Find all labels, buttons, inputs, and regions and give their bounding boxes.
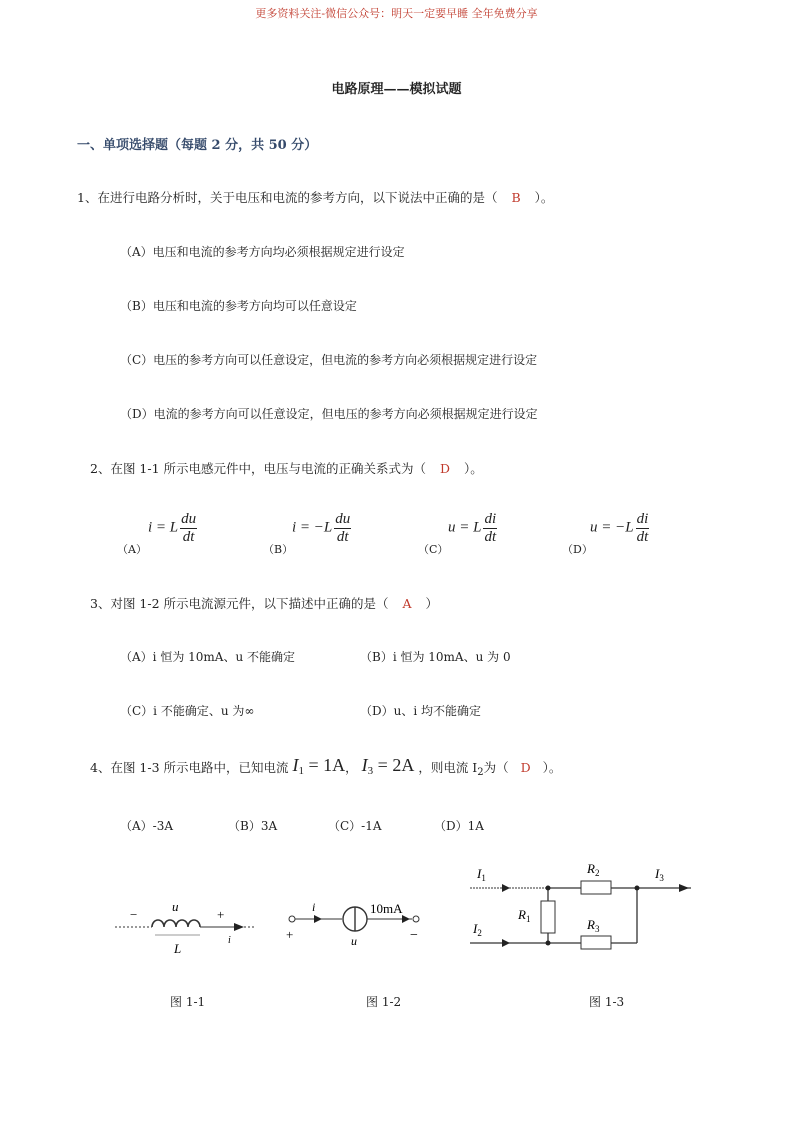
question-3-answer: A (402, 596, 412, 611)
label-var: R (587, 861, 595, 876)
label-r1 (517, 907, 530, 924)
q4-option-d: （D）1A (434, 819, 484, 833)
label-sub: 1 (525, 914, 531, 924)
q4-option-a: （A）-3A (120, 819, 174, 833)
formula-lhs: u = L (448, 519, 482, 536)
q4-comma: ， (345, 760, 358, 775)
formula-numerator: di (636, 511, 649, 527)
q1-option-b: （B）电压和电流的参考方向均可以任意设定 (120, 299, 357, 313)
current-arrow (314, 915, 322, 923)
label-sub: 2 (477, 928, 482, 938)
current-arrow (234, 923, 244, 931)
fig2-minus: − (410, 928, 418, 943)
q3-option-a: （A）i 恒为 10mA、u 不能确定 (120, 650, 295, 664)
formula-numerator: di (484, 511, 497, 527)
figure-1-3-circuit (465, 855, 695, 965)
formula-lhs: i = −L (292, 519, 333, 536)
question-1-text-end: ）。 (534, 190, 554, 205)
figure-1-1-inductor (110, 895, 260, 960)
formula-numerator: du (335, 511, 351, 527)
label-sub: 3 (594, 924, 600, 934)
label-i2 (472, 921, 482, 938)
question-4-answer: D (520, 760, 531, 775)
q4-text-mid: ，则电流 I (418, 760, 478, 775)
q4-text-mid2: 为（ (483, 760, 509, 775)
eq-sub: 1 (298, 765, 305, 777)
eq-value: = 1A (304, 755, 346, 775)
question-1-text: 1、在进行电路分析时，关于电压和电流的参考方向，以下说法中正确的是（ (77, 190, 498, 205)
label-i1 (476, 866, 486, 883)
q3-option-c: （C）i 不能确定、u 为∞ (120, 704, 255, 718)
node-top-right (635, 886, 640, 891)
fig1-u-label: u (172, 899, 179, 914)
eq-var: I (361, 755, 368, 775)
formula-denominator: dt (182, 528, 195, 545)
fig1-i-label: i (228, 935, 231, 946)
question-3 (90, 594, 438, 612)
eq-var: I (292, 755, 299, 775)
fig1-l-label: L (174, 941, 182, 956)
arrow-i2 (502, 939, 510, 947)
label-r3 (586, 917, 600, 934)
top-banner: 更多资料关注-微信公众号：明天一定要早睡 全年免费分享 (255, 7, 538, 20)
formula-numerator: du (181, 511, 197, 527)
fig1-minus: − (130, 907, 138, 922)
label-var: R (518, 907, 526, 922)
q2-formula-d (590, 511, 649, 545)
question-2-text-end: ）。 (464, 461, 483, 476)
node-bottom-left (546, 941, 551, 946)
figure-1-2-caption: 图 1-2 (366, 995, 402, 1009)
fig2-plus: + (286, 927, 294, 942)
page-title: 电路原理——模拟试题 (331, 82, 462, 97)
formula-denominator: dt (636, 528, 649, 545)
q1-option-a: （A）电压和电流的参考方向均必须根据规定进行设定 (120, 245, 405, 259)
eq-sub: 3 (367, 765, 374, 777)
formula-denominator: dt (484, 528, 497, 545)
q1-option-c: （C）电压的参考方向可以任意设定，但电流的参考方向必须根据规定进行设定 (120, 353, 538, 367)
source-arrow (402, 915, 410, 923)
resistor-r3 (581, 936, 611, 949)
q4-option-b: （B）3A (228, 819, 278, 833)
q4-equation-i3 (362, 755, 415, 775)
q2-option-a-label: （A） (117, 543, 147, 556)
question-2-text: 2、在图 1-1 所示电感元件中，电压与电流的正确关系式为（ (90, 461, 427, 476)
q2-option-d-label: （D） (562, 543, 593, 556)
question-2-answer: D (440, 461, 451, 476)
q2-formula-b (292, 511, 351, 545)
formula-denominator: dt (336, 528, 349, 545)
terminal-right (413, 916, 419, 922)
label-var: I (473, 921, 478, 936)
section-heading: 一、单项选择题（每题 2 分，共 50 分） (77, 138, 318, 153)
eq-value: = 2A (373, 755, 415, 775)
formula-lhs: i = L (148, 519, 179, 536)
label-var: R (587, 917, 595, 932)
arrow-i3 (679, 884, 689, 892)
node-top-left (546, 886, 551, 891)
q3-option-d: （D）u、i 均不能确定 (360, 704, 482, 718)
inductor-coil (152, 920, 200, 927)
label-var: I (655, 866, 660, 881)
figure-1-1-caption: 图 1-1 (170, 995, 206, 1009)
question-4-text: 4、在图 1-3 所示电路中，已知电流 (90, 760, 289, 775)
q4-option-c: （C）-1A (328, 819, 382, 833)
label-sub: 2 (594, 868, 600, 878)
q4-i2-sub: 2 (477, 767, 484, 778)
q2-option-b-label: （B） (263, 543, 294, 556)
label-i3 (654, 866, 664, 883)
figure-1-2-current-source (280, 893, 430, 953)
question-3-text-end: ） (425, 596, 439, 611)
question-4 (90, 755, 561, 778)
resistor-r1 (541, 901, 555, 933)
q3-option-b: （B）i 恒为 10mA、u 为 0 (360, 650, 511, 664)
terminal-left (289, 916, 295, 922)
label-sub: 1 (481, 873, 486, 883)
resistor-r2 (581, 881, 611, 894)
fig2-source-value: 10mA (370, 901, 403, 916)
arrow-i1 (502, 884, 510, 892)
question-4-text-end: ）。 (542, 760, 562, 775)
label-r2 (586, 861, 599, 878)
q2-formula-c (448, 511, 497, 545)
label-var: I (477, 866, 482, 881)
q2-option-c-label: （C） (418, 543, 449, 556)
q1-option-d: （D）电流的参考方向可以任意设定，但电压的参考方向必须根据规定进行设定 (120, 407, 538, 421)
fig2-u-label: u (351, 934, 357, 948)
fig2-i-label: i (312, 900, 316, 914)
question-3-text: 3、对图 1-2 所示电流源元件，以下描述中正确的是（ (90, 596, 389, 611)
q4-equation-i1 (293, 755, 346, 775)
label-sub: 3 (659, 873, 664, 883)
question-1-answer: B (511, 190, 521, 205)
q2-formula-a (148, 511, 197, 545)
formula-lhs: u = −L (590, 519, 634, 536)
fig1-plus: + (217, 907, 225, 922)
question-2 (90, 459, 483, 477)
figure-1-3-caption: 图 1-3 (589, 995, 625, 1009)
question-1 (77, 188, 553, 206)
